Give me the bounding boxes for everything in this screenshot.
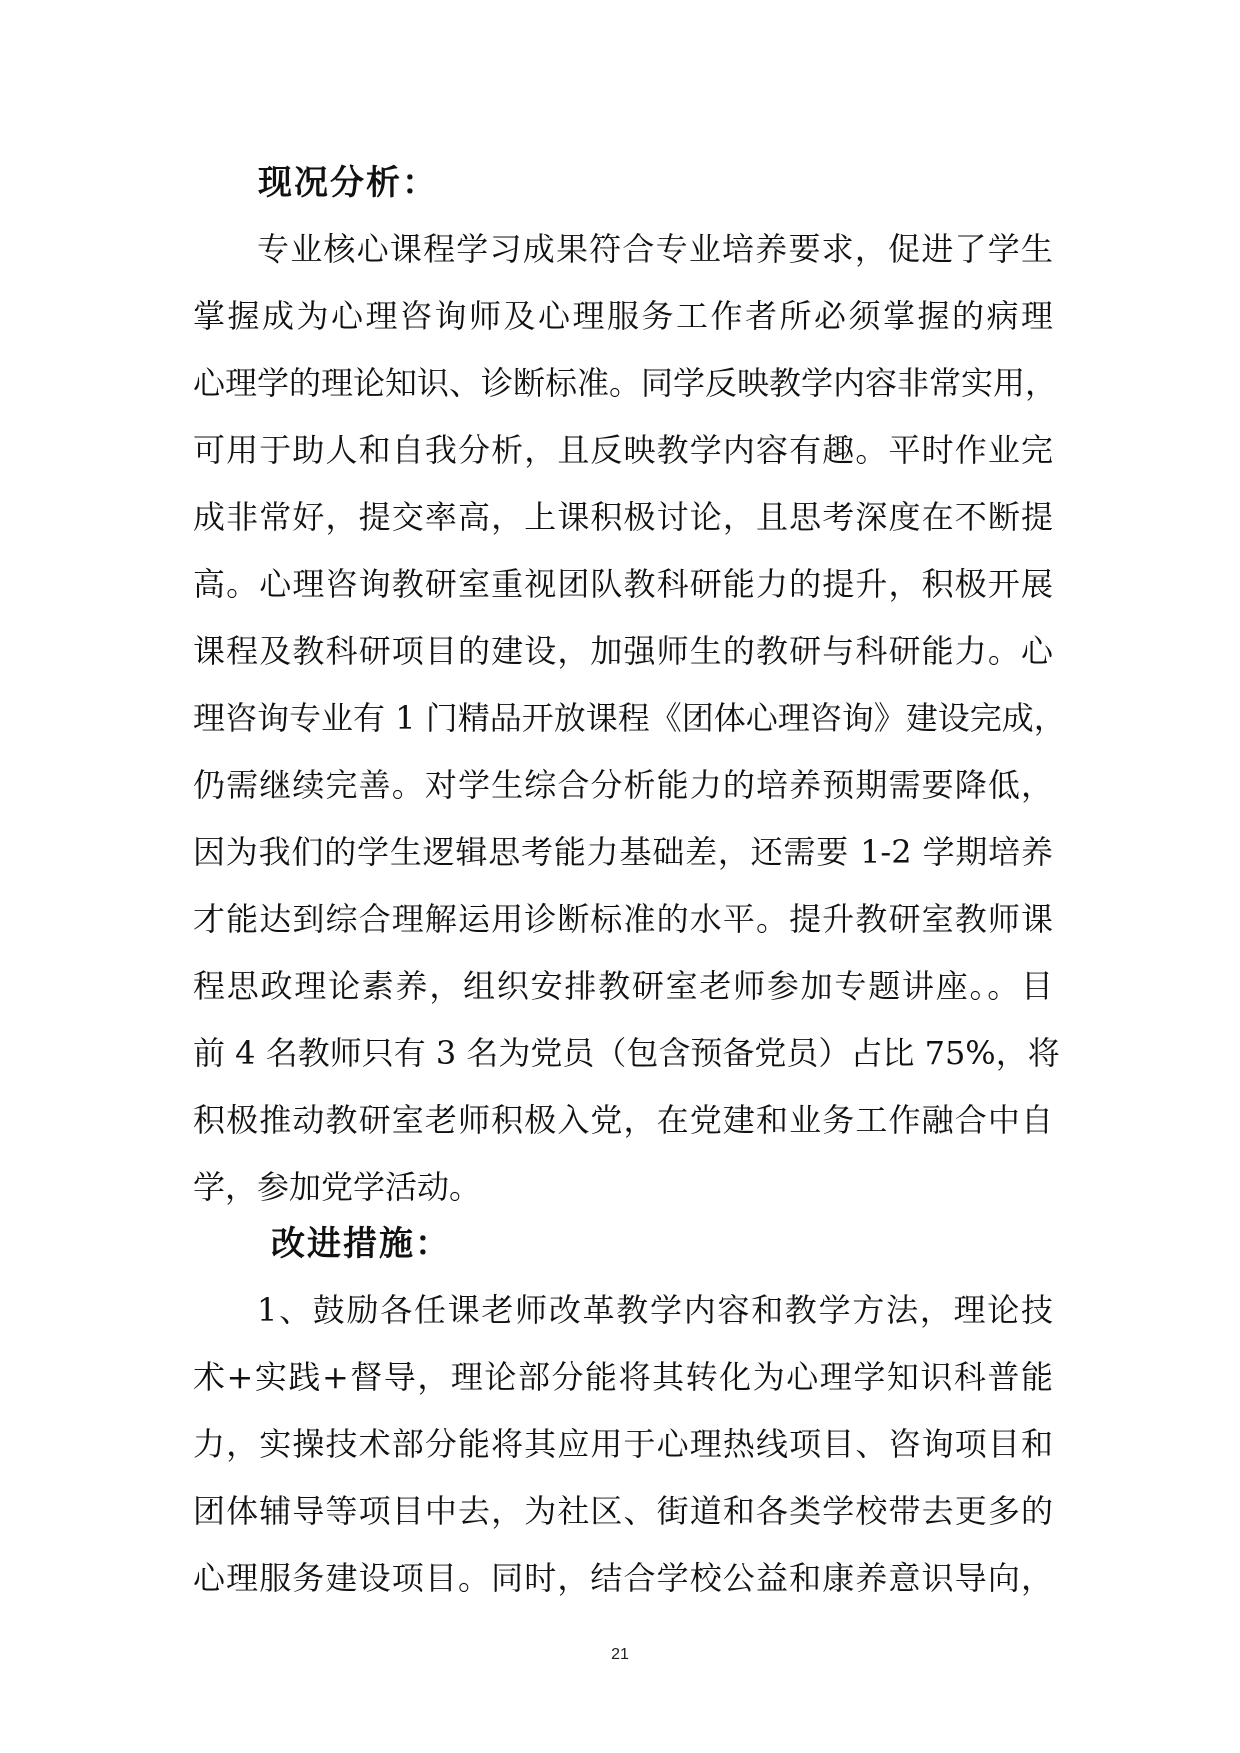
paragraph-line: 因为我们的学生逻辑思考能力基础差，还需要 1-2 学期培养	[193, 833, 1053, 871]
paragraph-line: 理咨询专业有 1 门精品开放课程《团体心理咨询》建设完成，	[193, 699, 1066, 737]
page-number: 21	[611, 1646, 629, 1663]
paragraph-line: 才能达到综合理解运用诊断标准的水平。提升教研室教师课	[193, 900, 1053, 938]
paragraph-line: 可用于助人和自我分析，且反映教学内容有趣。平时作业完	[193, 431, 1053, 469]
paragraph-line: 力，实操技术部分能将其应用于心理热线项目、咨询项目和	[193, 1425, 1053, 1463]
paragraph-line: 1、鼓励各任课老师改革教学内容和教学方法，理论技	[257, 1291, 1053, 1329]
paragraph-line: 仍需继续完善。对学生综合分析能力的培养预期需要降低，	[193, 766, 1053, 804]
paragraph-line: 掌握成为心理咨询师及心理服务工作者所必须掌握的病理	[193, 297, 1053, 335]
paragraph-line: 高。心理咨询教研室重视团队教科研能力的提升，积极开展	[193, 565, 1053, 603]
paragraph-line: 成非常好，提交率高，上课积极讨论，且思考深度在不断提	[193, 498, 1053, 536]
paragraph-line: 学，参加党学活动。	[193, 1168, 482, 1206]
paragraph-line: 专业核心课程学习成果符合专业培养要求，促进了学生	[257, 230, 1053, 268]
paragraph-line: 前 4 名教师只有 3 名为党员（包含预备党员）占比 75%，将	[193, 1034, 1060, 1072]
section-heading-status-analysis: 现况分析：	[258, 163, 438, 203]
paragraph-line: 心理服务建设项目。同时，结合学校公益和康养意识导向，	[193, 1559, 1053, 1597]
paragraph-line: 心理学的理论知识、诊断标准。同学反映教学内容非常实用，	[193, 364, 1058, 402]
paragraph-line: 术+实践+督导，理论部分能将其转化为心理学知识科普能	[193, 1358, 1053, 1396]
paragraph-line: 课程及教科研项目的建设，加强师生的教研与科研能力。心	[193, 632, 1053, 670]
section-heading-improvement-measures: 改进措施：	[271, 1224, 451, 1264]
paragraph-line: 程思政理论素养，组织安排教研室老师参加专题讲座。。目	[193, 967, 1053, 1005]
paragraph-line: 积极推动教研室老师积极入党，在党建和业务工作融合中自	[193, 1101, 1053, 1139]
paragraph-line: 团体辅导等项目中去，为社区、街道和各类学校带去更多的	[193, 1492, 1053, 1530]
